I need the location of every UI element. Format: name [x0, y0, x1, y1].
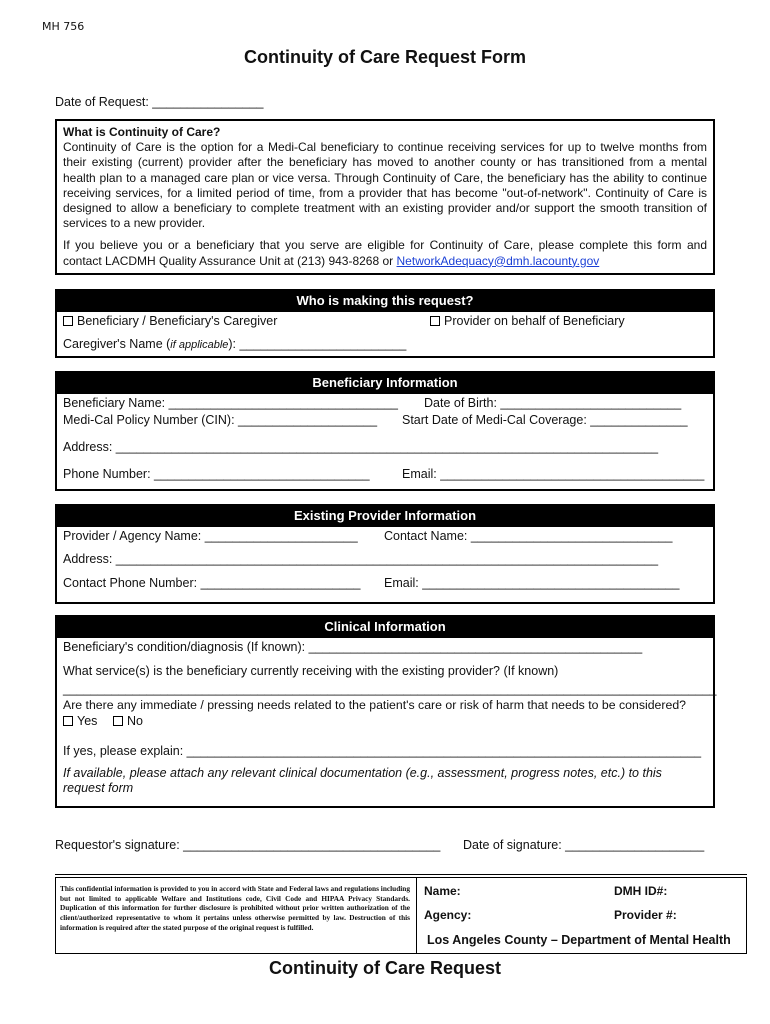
network-adequacy-email-link[interactable]: NetworkAdequacy@dmh.lacounty.gov [396, 253, 600, 268]
bottom-title: Continuity of Care Request [268, 958, 501, 978]
date-of-birth-field[interactable]: Date of Birth: __________________________ [424, 396, 682, 410]
condition-field[interactable]: Beneficiary's condition/diagnosis (If known): ________________________________________________ [63, 640, 643, 654]
services-question: What service(s) is the beneficiary currently receiving with the existing provider? (If known) [63, 664, 559, 678]
provider-option[interactable] [430, 314, 625, 328]
who-options-row [57, 311, 713, 332]
page-title: Continuity of Care Request Form [243, 47, 526, 67]
who-section [55, 289, 715, 358]
beneficiary-section [55, 371, 715, 491]
intro-paragraph-2 [63, 238, 707, 268]
beneficiary-checkbox[interactable] [63, 316, 73, 326]
no-checkbox[interactable] [113, 716, 123, 726]
footer-name-label: Name: [424, 884, 461, 898]
beneficiary-section-header: Beneficiary Information [57, 373, 713, 393]
form-number: MH 756 [42, 20, 85, 33]
caregiver-label: Caregiver's Name ( [63, 337, 171, 351]
signature-date-field[interactable]: Date of signature: ____________________ [463, 838, 705, 852]
provider-agency-field[interactable]: Provider / Agency Name: ______________________ [63, 529, 358, 543]
beneficiary-option[interactable] [63, 314, 277, 328]
caregiver-name-field[interactable] [63, 337, 406, 351]
provider-section-header: Existing Provider Information [57, 506, 713, 526]
intro-paragraph-1: Continuity of Care is the option for a Medi-Cal beneficiary to continue receiving services for up to twelve months from their existing (current) provider after the beneficiary has moved to another county or has transitioned from a mental health plan to a managed care plan or vice versa. Through Continuity of Care, the beneficiary has the ability to continue receiving services, for a limited period of time, from a provider that has become "out-of-network". Continuity of Care is designed to allow a beneficiary to complete treatment with an existing provider and/or support the smooth transition of services to a new provider. [63, 140, 707, 231]
intro-box [55, 119, 715, 275]
cin-field[interactable]: Medi-Cal Policy Number (CIN): ____________________ [63, 413, 378, 427]
no-option[interactable] [113, 714, 143, 728]
requestor-signature-field[interactable]: Requestor's signature: _____________________________________ [55, 838, 441, 852]
coverage-start-date-field[interactable]: Start Date of Medi-Cal Coverage: ______________ [402, 413, 688, 427]
yes-option[interactable] [63, 714, 97, 728]
beneficiary-email-field[interactable]: Email: ______________________________________ [402, 467, 705, 481]
beneficiary-phone-field[interactable]: Phone Number: _______________________________ [63, 467, 370, 481]
provider-address-field[interactable]: Address: ______________________________________________________________________________ [63, 552, 659, 566]
footer-dmh-id-label: DMH ID#: [614, 884, 668, 898]
beneficiary-option-label: Beneficiary / Beneficiary's Caregiver [77, 314, 278, 328]
caregiver-line: ): ________________________ [228, 337, 407, 351]
provider-checkbox[interactable] [430, 316, 440, 326]
provider-section [55, 504, 715, 604]
footer-id-panel [416, 878, 746, 953]
beneficiary-body [57, 393, 713, 490]
department-name: Los Angeles County – Department of Mental Health [427, 933, 731, 947]
confidentiality-notice: This confidential information is provided to you in accord with State and Federal laws and regulations including but not limited to applicable Welfare and Institutions code, Civil Code and HIPAA Privacy Standards. Duplication of this information for further disclosure is prohibited without prior written authorization of the client/authorized representative to whom it pertains unless otherwise permitted by law. Destruction of this information is required after the stated purpose of the original request is fulfilled. [60, 884, 410, 932]
beneficiary-address-field[interactable]: Address: ______________________________________________________________________________ [63, 440, 659, 454]
footer-box [55, 877, 747, 954]
intro-heading: What is Continuity of Care? [63, 125, 221, 139]
contact-phone-field[interactable]: Contact Phone Number: _______________________ [63, 576, 361, 590]
explain-field[interactable]: If yes, please explain: __________________________________________________________________________ [63, 744, 702, 758]
intro-contact-text: If you believe you or a beneficiary that you serve are eligible for Continuity of Care, please complete this form and contact LACDMH Quality Assurance Unit at (213) 943-8268 or [63, 238, 707, 268]
no-label: No [127, 714, 143, 728]
provider-body [57, 526, 713, 603]
provider-option-label: Provider on behalf of Beneficiary [444, 314, 625, 328]
provider-email-field[interactable]: Email: _____________________________________ [384, 576, 680, 590]
clinical-section-header: Clinical Information [57, 617, 713, 637]
clinical-body [57, 637, 717, 807]
caregiver-note: if applicable [170, 339, 229, 351]
attach-documentation-note: If available, please attach any relevant clinical documentation (e.g., assessment, progress notes, etc.) to this request form [63, 766, 662, 795]
clinical-section [55, 615, 715, 808]
footer-provider-label: Provider #: [614, 908, 677, 922]
yes-label: Yes [77, 714, 98, 728]
beneficiary-name-field[interactable]: Beneficiary Name: _________________________________ [63, 396, 399, 410]
contact-name-field[interactable]: Contact Name: _____________________________ [384, 529, 673, 543]
footer-top-rule [55, 874, 747, 875]
immediate-needs-question: Are there any immediate / pressing needs related to the patient's care or risk of harm that needs to be considered? [63, 698, 687, 712]
yes-checkbox[interactable] [63, 716, 73, 726]
who-section-header: Who is making this request? [57, 291, 713, 311]
services-answer-line[interactable]: ______________________________________________________________________________________________ [63, 682, 717, 696]
date-of-request-field[interactable]: Date of Request: ________________ [55, 95, 264, 109]
footer-agency-label: Agency: [424, 908, 472, 922]
